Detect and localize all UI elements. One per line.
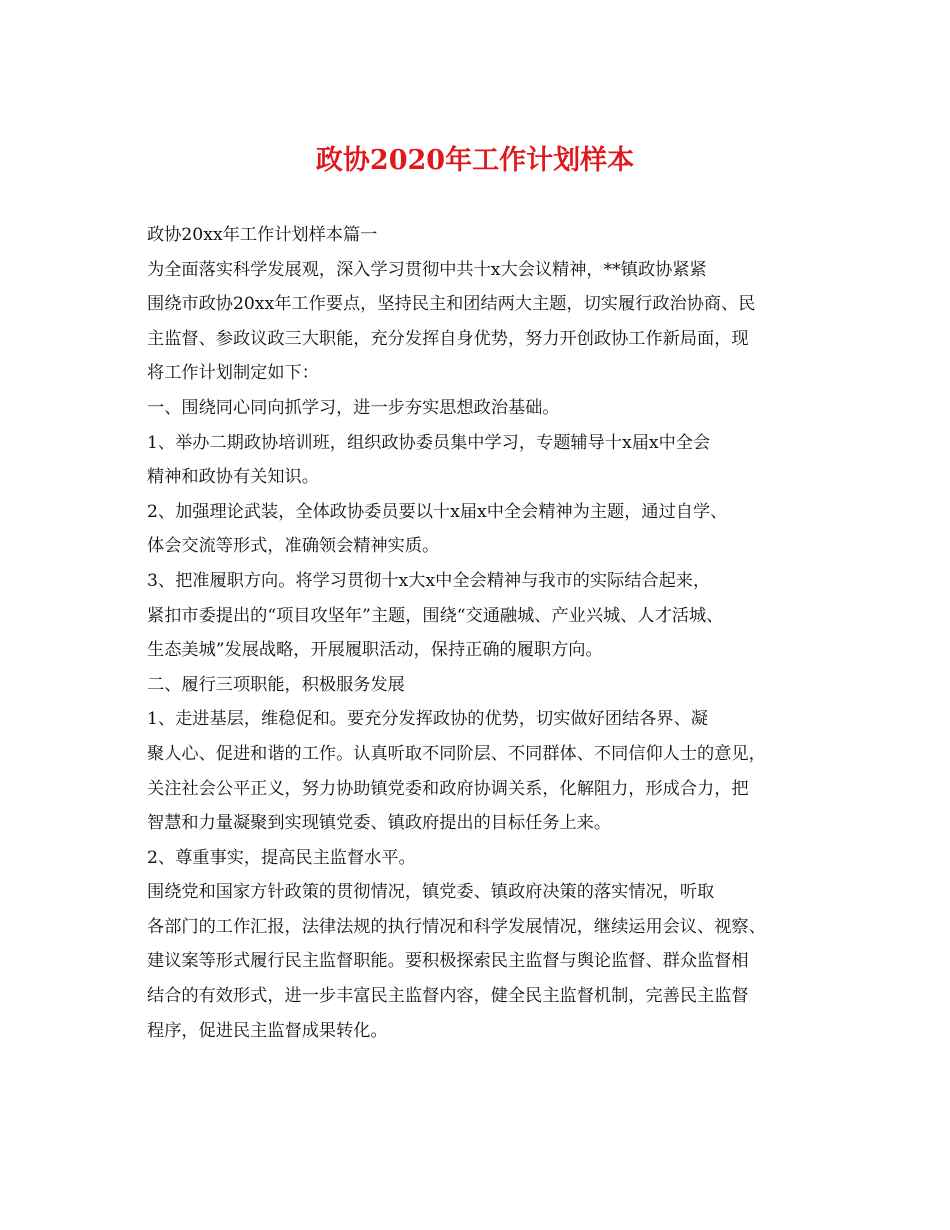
document-body (147, 218, 812, 1048)
paragraph-line: 1、举办二期政协培训班，组织政协委员集中学习，专题辅导十x届x中全会 (147, 432, 711, 453)
paragraph-line: 关注社会公平正义，努力协助镇党委和政府协调关系，化解阻力，形成合力，把 (147, 778, 749, 799)
paragraph-line: 为全面落实科学发展观，深入学习贯彻中共十x大会议精神，**镇政协紧紧 (147, 259, 707, 280)
paragraph (147, 841, 812, 876)
paragraph-line: 体会交流等形式，准确领会精神实质。 (147, 536, 440, 557)
paragraph-line: 紧扣市委提出的“项目攻坚年”主题，围绕“交通融城、产业兴城、人才活城、 (147, 605, 724, 626)
paragraph-line: 聚人心、促进和谐的工作。认真听取不同阶层、不同群体、不同信仰人士的意见， (147, 743, 766, 764)
paragraph (147, 564, 812, 668)
paragraph-line: 结合的有效形式，进一步丰富民主监督内容，健全民主监督机制，完善民主监督 (147, 986, 749, 1007)
paragraph-line: 围绕党和国家方针政策的贯彻情况，镇党委、镇政府决策的落实情况，听取 (147, 882, 715, 903)
paragraph (147, 668, 812, 703)
paragraph-line: 2、尊重事实，提高民主监督水平。 (147, 847, 416, 868)
paragraph-line: 智慧和力量凝聚到实现镇党委、镇政府提出的目标任务上来。 (147, 813, 612, 834)
paragraph-line: 围绕市政协20xx年工作要点，坚持民主和团结两大主题，切实履行政治协商、民 (147, 294, 756, 315)
paragraph (147, 253, 812, 391)
document-title: 政协2020年工作计划样本 (315, 145, 635, 176)
paragraph-line: 主监督、参政议政三大职能，充分发挥自身优势，努力开创政协工作新局面，现 (147, 328, 749, 349)
paragraph-line: 生态美城”发展战略，开展履职活动，保持正确的履职方向。 (147, 640, 603, 661)
paragraph-line: 各部门的工作汇报，法律法规的执行情况和科学发展情况，继续运用会议、视察、 (147, 916, 766, 937)
paragraph-line: 3、把准履职方向。将学习贯彻十x大x中全会精神与我市的实际结合起来， (147, 570, 711, 591)
paragraph-line: 一、围绕同心同向抓学习，进一步夯实思想政治基础。 (147, 397, 560, 418)
paragraph (147, 391, 812, 426)
paragraph (147, 495, 812, 564)
paragraph (147, 218, 812, 253)
paragraph-line: 二、履行三项职能，积极服务发展 (147, 674, 405, 695)
paragraph-line: 2、加强理论武装，全体政协委员要以十x届x中全会精神为主题，通过自学、 (147, 501, 728, 522)
paragraph (147, 702, 812, 840)
paragraph-line: 将工作计划制定如下： (147, 363, 319, 384)
paragraph-line: 1、走进基层，维稳促和。要充分发挥政协的优势，切实做好团结各界、凝 (147, 709, 708, 730)
paragraph-line: 政协20xx年工作计划样本篇一 (147, 225, 378, 245)
paragraph-line: 精神和政协有关知识。 (147, 467, 319, 488)
paragraph-line: 程序，促进民主监督成果转化。 (147, 1020, 388, 1041)
paragraph (147, 875, 812, 1048)
paragraph-line: 建议案等形式履行民主监督职能。要积极探索民主监督与舆论监督、群众监督相 (147, 951, 749, 972)
paragraph (147, 426, 812, 495)
